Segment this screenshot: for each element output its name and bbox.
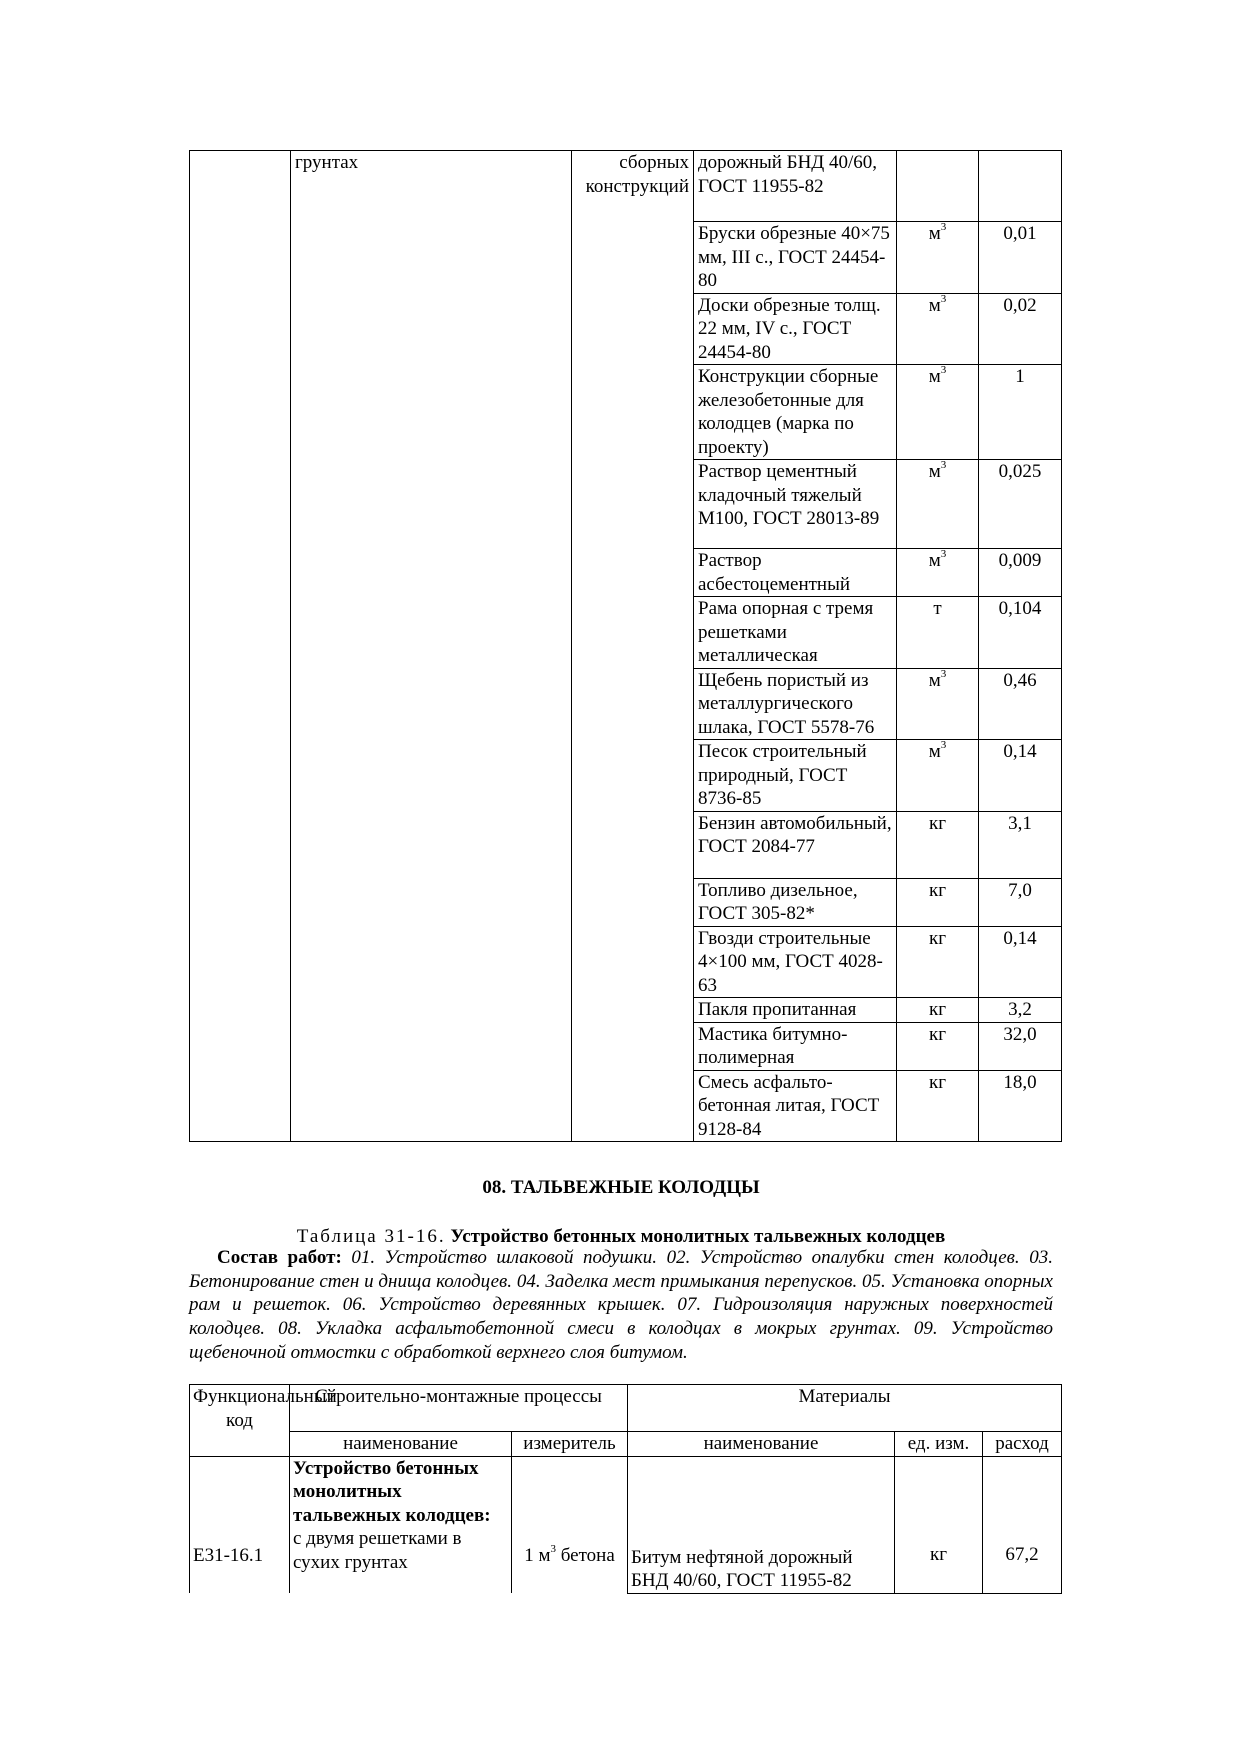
material-amount-cell: 32,0 bbox=[979, 1022, 1062, 1070]
material-amount-cell: 0,14 bbox=[979, 926, 1062, 998]
material-amount-cell: 0,104 bbox=[979, 597, 1062, 669]
material-amount-cell: 0,14 bbox=[979, 740, 1062, 812]
unit-exponent: 3 bbox=[940, 739, 947, 751]
unit-base: кг bbox=[928, 1071, 947, 1093]
material-unit-cell bbox=[897, 926, 979, 998]
material-amount-cell: 0,009 bbox=[979, 549, 1062, 597]
func-code-cell bbox=[190, 549, 291, 597]
func-code-cell bbox=[190, 222, 291, 294]
process-subtitle: с двумя решетками в сухих грунтах bbox=[293, 1528, 462, 1573]
table-row bbox=[190, 740, 1062, 812]
work-composition-text: 01. Устройство шлаковой подушки. 02. Устройство опалубки стен колодцев. 03. Бетонирование стен и днища колодцев. 04. Заделка мест примыкания перепусков. 05. Установка опорных рам и решеток. 06. Устройство деревянных крышек. 07. Гидроизоляция наружных поверхностей колодцев. 08. Укладка асфальтобетонной смеси в колодцах в мокрых грунтах. 09. Устройство щебеночной отмостки с обработкой верхнего слоя битумом. bbox=[189, 1247, 1053, 1363]
table-row bbox=[190, 293, 1062, 365]
process-name-cell bbox=[291, 222, 572, 294]
func-code-cell: Е31-16.1 bbox=[190, 1456, 290, 1593]
material-unit-cell bbox=[897, 668, 979, 740]
unit-base: м bbox=[928, 223, 941, 244]
process-meter-cell bbox=[512, 1456, 628, 1593]
process-meter-cell bbox=[572, 998, 694, 1023]
material-amount-cell: 0,02 bbox=[979, 293, 1062, 365]
process-meter-cell: сборных конструкций bbox=[572, 151, 694, 222]
material-amount-cell: 18,0 bbox=[979, 1070, 1062, 1142]
material-name-cell: Бензин автомобильный, ГОСТ 2084-77 bbox=[694, 811, 897, 878]
material-amount-cell: 1 bbox=[979, 365, 1062, 460]
process-name-cell bbox=[291, 878, 572, 926]
material-name-cell: Пакля пропитанная bbox=[694, 998, 897, 1023]
table-row bbox=[190, 1022, 1062, 1070]
header-func-code: Функциональный код bbox=[190, 1385, 290, 1457]
func-code-cell bbox=[190, 811, 291, 878]
material-unit-cell bbox=[897, 365, 979, 460]
material-unit-cell bbox=[897, 597, 979, 669]
work-composition-label: Состав работ: bbox=[217, 1247, 342, 1268]
func-code-cell bbox=[190, 998, 291, 1023]
table-subheader-row bbox=[190, 1432, 1062, 1457]
material-unit-cell bbox=[897, 998, 979, 1023]
process-meter-cell bbox=[572, 811, 694, 878]
process-meter-cell bbox=[572, 740, 694, 812]
unit-exponent: 3 bbox=[940, 667, 947, 680]
process-meter-cell bbox=[572, 926, 694, 998]
unit-base: м bbox=[928, 294, 941, 316]
table-row bbox=[190, 998, 1062, 1023]
material-name-cell: Мастика битумно-полимерная bbox=[694, 1022, 897, 1070]
func-code-cell bbox=[190, 668, 291, 740]
material-unit-cell bbox=[897, 1070, 979, 1142]
process-meter-cell bbox=[572, 222, 694, 294]
table-row bbox=[190, 1070, 1062, 1142]
func-code-cell bbox=[190, 365, 291, 460]
header-material-name: наименование bbox=[628, 1432, 895, 1457]
continued-resource-table bbox=[189, 150, 1062, 1142]
table-caption-title: Устройство бетонных монолитных тальвежных колодцев bbox=[450, 1226, 946, 1247]
header-process-name: наименование bbox=[290, 1432, 512, 1457]
process-meter-cell bbox=[572, 1070, 694, 1142]
process-name-cell bbox=[291, 365, 572, 460]
material-amount-cell: 7,0 bbox=[979, 878, 1062, 926]
process-name-cell bbox=[291, 597, 572, 669]
unit-base: кг bbox=[928, 927, 947, 949]
process-name-cell bbox=[291, 811, 572, 878]
material-unit-cell bbox=[897, 1022, 979, 1070]
meter-prefix: 1 м bbox=[524, 1544, 551, 1566]
table-row bbox=[190, 878, 1062, 926]
header-materials: Материалы bbox=[628, 1385, 1062, 1432]
material-name-cell: Битум нефтяной дорожный БНД 40/60, ГОСТ 11955-82 bbox=[628, 1456, 895, 1593]
section-heading: 08. ТАЛЬВЕЖНЫЕ КОЛОДЦЫ bbox=[482, 1177, 760, 1198]
table-row bbox=[190, 668, 1062, 740]
material-amount-cell: 0,025 bbox=[979, 460, 1062, 549]
process-meter-cell bbox=[572, 549, 694, 597]
process-meter-cell bbox=[572, 668, 694, 740]
material-name-cell: Гвозди строительные 4×100 мм, ГОСТ 4028-63 bbox=[694, 926, 897, 998]
material-name-cell: Топливо дизельное, ГОСТ 305-82* bbox=[694, 878, 897, 926]
table-row bbox=[190, 1456, 1062, 1593]
process-name-cell bbox=[291, 1070, 572, 1142]
material-name-cell: Доски обрезные толщ. 22 мм, IV с., ГОСТ 24454-80 bbox=[694, 293, 897, 365]
material-unit-cell bbox=[897, 811, 979, 878]
process-name-cell bbox=[291, 1022, 572, 1070]
func-code-cell bbox=[190, 293, 291, 365]
func-code-cell bbox=[190, 1022, 291, 1070]
material-unit-cell: кг bbox=[895, 1456, 983, 1593]
material-unit-cell bbox=[897, 222, 979, 294]
material-unit-cell bbox=[897, 740, 979, 812]
process-title: Устройство бетонных монолитных тальвежных колодцев: bbox=[293, 1457, 491, 1526]
material-name-cell: дорожный БНД 40/60, ГОСТ 11955-82 bbox=[694, 151, 897, 222]
process-name-cell bbox=[291, 740, 572, 812]
process-name-cell bbox=[291, 998, 572, 1023]
process-meter-cell bbox=[572, 460, 694, 549]
table-row bbox=[190, 222, 1062, 294]
process-meter-cell bbox=[572, 597, 694, 669]
material-unit-cell bbox=[897, 151, 979, 222]
process-name-cell bbox=[291, 293, 572, 365]
material-name-cell: Раствор асбестоцементный bbox=[694, 549, 897, 597]
table-header-row bbox=[190, 1385, 1062, 1432]
func-code-cell bbox=[190, 1070, 291, 1142]
unit-base: кг bbox=[928, 879, 947, 901]
table-caption-label: Таблица 31-16. bbox=[296, 1226, 446, 1247]
func-code-cell bbox=[190, 926, 291, 998]
unit-base: кг bbox=[928, 1023, 947, 1045]
header-material-amount: расход bbox=[983, 1432, 1062, 1457]
material-name-cell: Песок строительный природный, ГОСТ 8736-85 bbox=[694, 740, 897, 812]
unit-base: кг bbox=[928, 999, 947, 1020]
process-meter-cell bbox=[572, 365, 694, 460]
table-row bbox=[190, 926, 1062, 998]
material-amount-cell: 3,1 bbox=[979, 811, 1062, 878]
table-row bbox=[190, 365, 1062, 460]
material-amount-cell bbox=[979, 151, 1062, 222]
header-processes: Строительно-монтажные процессы bbox=[290, 1385, 628, 1432]
table-row bbox=[190, 597, 1062, 669]
header-process-meter: измеритель bbox=[512, 1432, 628, 1457]
process-name-cell bbox=[291, 926, 572, 998]
material-amount-cell: 67,2 bbox=[983, 1456, 1062, 1593]
unit-base: кг bbox=[928, 812, 947, 834]
process-name-cell: грунтах bbox=[291, 151, 572, 222]
process-name-cell bbox=[291, 668, 572, 740]
meter-suffix: бетона bbox=[556, 1544, 615, 1566]
process-meter-cell bbox=[572, 1022, 694, 1070]
process-name-cell bbox=[290, 1456, 512, 1593]
table-row bbox=[190, 151, 1062, 222]
process-name-cell bbox=[291, 460, 572, 549]
material-amount-cell: 0,01 bbox=[979, 222, 1062, 294]
unit-base: м bbox=[928, 741, 941, 762]
material-name-cell: Рама опорная с тремя решетками металлическая bbox=[694, 597, 897, 669]
header-material-unit: ед. изм. bbox=[895, 1432, 983, 1457]
unit-exponent: 3 bbox=[940, 221, 947, 233]
unit-base: м bbox=[928, 461, 941, 482]
unit-exponent: 3 bbox=[940, 364, 947, 376]
func-code-cell bbox=[190, 460, 291, 549]
unit-exponent: 3 bbox=[940, 548, 947, 560]
material-name-cell: Щебень пористый из металлургического шлака, ГОСТ 5578-76 bbox=[694, 668, 897, 740]
work-composition bbox=[189, 1246, 1053, 1365]
unit-exponent: 3 bbox=[940, 459, 947, 471]
material-name-cell: Конструкции сборные железобетонные для колодцев (марка по проекту) bbox=[694, 365, 897, 460]
material-name-cell: Смесь асфальто-бетонная литая, ГОСТ 9128-84 bbox=[694, 1070, 897, 1142]
material-amount-cell: 3,2 bbox=[979, 998, 1062, 1023]
table-caption bbox=[189, 1226, 1053, 1248]
unit-base: м bbox=[928, 669, 941, 691]
func-code-cell bbox=[190, 740, 291, 812]
unit-exponent: 3 bbox=[940, 292, 947, 305]
unit-base: т bbox=[933, 598, 942, 619]
func-code-cell bbox=[190, 878, 291, 926]
process-meter-cell bbox=[572, 878, 694, 926]
process-name-cell bbox=[291, 549, 572, 597]
process-meter-cell bbox=[572, 293, 694, 365]
material-unit-cell bbox=[897, 878, 979, 926]
unit-base: м bbox=[928, 550, 941, 571]
material-name-cell: Бруски обрезные 40×75 мм, III с., ГОСТ 24454-80 bbox=[694, 222, 897, 294]
table-row bbox=[190, 549, 1062, 597]
func-code-cell bbox=[190, 151, 291, 222]
meter-sup: 3 bbox=[550, 1542, 556, 1555]
material-unit-cell bbox=[897, 460, 979, 549]
material-amount-cell: 0,46 bbox=[979, 668, 1062, 740]
func-code-cell bbox=[190, 597, 291, 669]
material-unit-cell bbox=[897, 293, 979, 365]
table-row bbox=[190, 811, 1062, 878]
material-name-cell: Раствор цементный кладочный тяжелый М100, ГОСТ 28013-89 bbox=[694, 460, 897, 549]
table-row bbox=[190, 460, 1062, 549]
unit-base: м bbox=[928, 366, 941, 387]
material-unit-cell bbox=[897, 549, 979, 597]
resource-table bbox=[189, 1384, 1062, 1594]
